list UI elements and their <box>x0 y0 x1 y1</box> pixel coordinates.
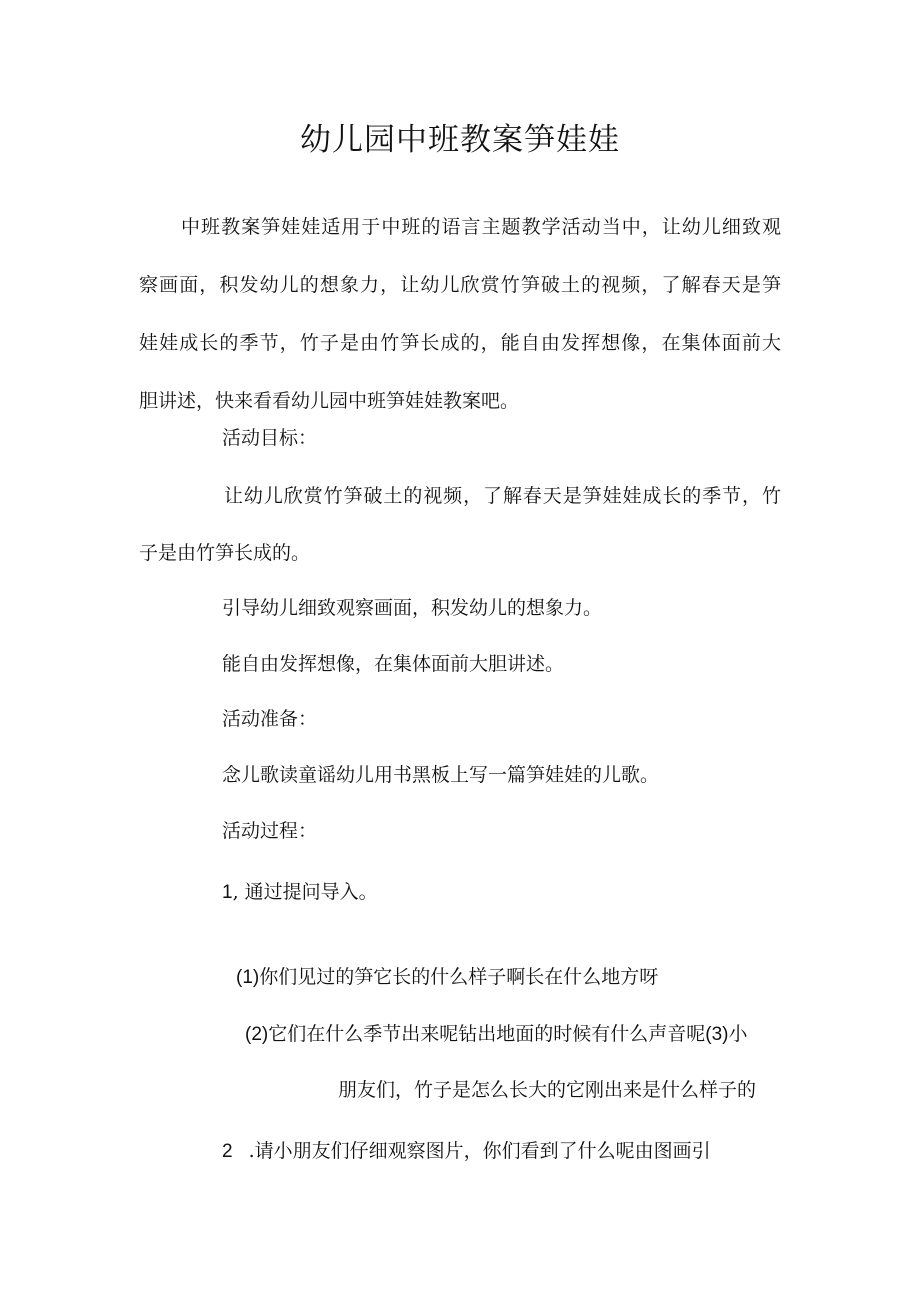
goals-heading: 活动目标： <box>222 427 318 449</box>
intro-paragraph <box>139 198 781 430</box>
intro-line-2: 察画面，积发幼儿的想象力，让幼儿欣赏竹笋破土的视频，了解春天是笋 <box>139 274 781 296</box>
process-heading: 活动过程： <box>222 820 318 842</box>
question-2-3 <box>245 1020 748 1049</box>
goal-2: 引导幼儿细致观察画面，积发幼儿的想象力。 <box>222 597 603 619</box>
goal-3: 能自由发挥想像，在集体面前大胆讲述。 <box>222 653 565 675</box>
question-1-number: (1) <box>236 967 260 988</box>
goal-1-line-1: 让幼儿欣赏竹笋破土的视频，了解春天是笋娃娃成长的季节，竹 <box>224 485 781 507</box>
question-1-text: 你们见过的笋它长的什么样子啊长在什么地方呀 <box>259 966 659 988</box>
step-2-text: .请小朋友们仔细观察图片，你们看到了什么呢由图画引 <box>248 1140 711 1162</box>
intro-line-4: 胆讲述，快来看看幼儿园中班笋娃娃教案吧。 <box>139 390 520 412</box>
step-2 <box>222 1137 711 1166</box>
question-2-number: (2) <box>245 1024 269 1045</box>
step-1-text: , 通过提问导入。 <box>232 881 378 903</box>
step-1 <box>222 878 378 907</box>
document-title: 幼儿园中班教案笋娃娃 <box>300 122 620 158</box>
intro-line-3: 娃娃成长的季节，竹子是由竹笋长成的，能自由发挥想像，在集体面前大 <box>139 332 781 354</box>
intro-line-1: 中班教案笋娃娃适用于中班的语言主题教学活动当中，让幼儿细致观 <box>181 216 781 238</box>
question-3-number: (3) <box>705 1024 729 1045</box>
question-1 <box>236 963 658 992</box>
prep-heading: 活动准备： <box>222 708 318 730</box>
prep-text: 念儿歌读童谣幼儿用书黑板上写一篇笋娃娃的儿歌。 <box>222 764 660 786</box>
step-1-number: 1 <box>222 882 233 903</box>
goal-1-line-2: 子是由竹笋长成的。 <box>139 542 311 564</box>
question-3-text-start: 小 <box>728 1023 748 1045</box>
question-3-continued: 朋友们，竹子是怎么长大的它刚出来是什么样子的 <box>338 1079 757 1101</box>
question-2-text: 它们在什么季节出来呢钻出地面的时候有什么声音呢 <box>268 1023 706 1045</box>
step-2-number: 2 <box>222 1141 233 1162</box>
